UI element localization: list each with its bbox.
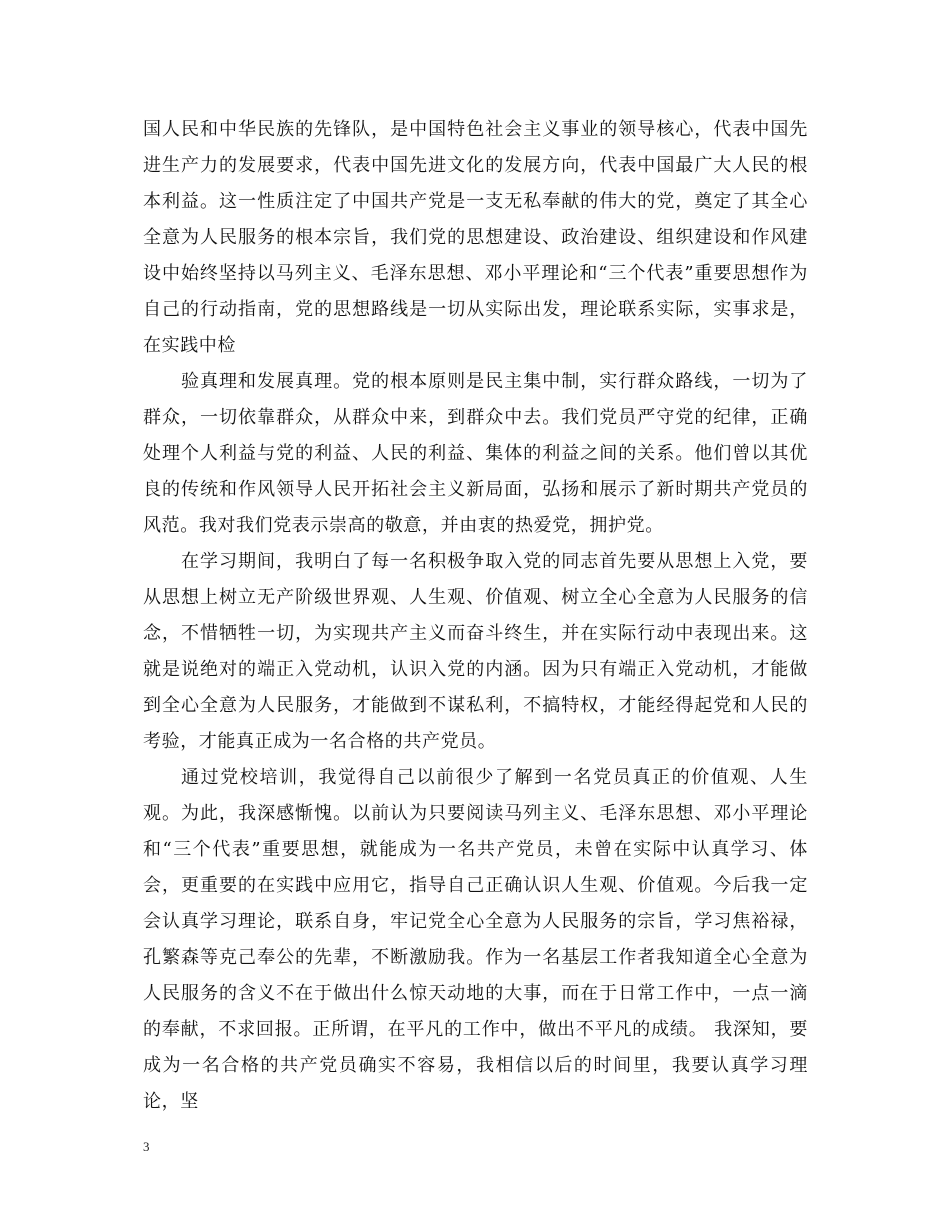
paragraph-3: 在学习期间，我明白了每一名积极争取入党的同志首先要从思想上入党，要从思想上树立无产阶级世界观、人生观、价值观、树立全心全意为人民服务的信念，不惜牺牲一切，为实现共产主义而奋斗终生，并在实际行动中表现出来。这就是说绝对的端正入党动机，认识入党的内涵。因为只有端正入党动机，才能做到全心全意为人民服务，才能做到不谋私利，不搞特权，才能经得起党和人民的考验，才能真正成为一名合格的共产党员。 xyxy=(143,551,808,752)
paragraph-1: 国人民和中华民族的先锋队，是中国特色社会主义事业的领导核心，代表中国先进生产力的发展要求，代表中国先进文化的发展方向，代表中国最广大人民的根本利益。这一性质注定了中国共产党是一支无私奉献的伟大的党，奠定了其全心全意为人民服务的根本宗旨，我们党的思想建设、政治建设、组织建设和作风建设中始终坚持以马列主义、毛泽东思想、邓小平理论和“三个代表”重要思想作为自己的行动指南，党的思想路线是一切从实际出发，理论联系实际，实事求是，在实践中检 xyxy=(143,119,808,356)
page-number: 3 xyxy=(143,1139,150,1154)
paragraph-2: 验真理和发展真理。党的根本原则是民主集中制，实行群众路线，一切为了群众，一切依靠群众，从群众中来，到群众中去。我们党员严守党的纪律，正确处理个人利益与党的利益、人民的利益、集体的利益之间的关系。他们曾以其优良的传统和作风领导人民开拓社会主义新局面，弘扬和展示了新时期共产党员的风范。我对我们党表示崇高的敬意，并由衷的热爱党，拥护党。 xyxy=(143,371,808,536)
paragraph-4: 通过党校培训，我觉得自己以前很少了解到一名党员真正的价值观、人生观。为此，我深感惭愧。以前认为只要阅读马列主义、毛泽东思想、邓小平理论和“三个代表”重要思想，就能成为一名共产党员，未曾在实际中认真学习、体会，更重要的在实践中应用它，指导自己正确认识人生观、价值观。今后我一定会认真学习理论，联系自身，牢记党全心全意为人民服务的宗旨，学习焦裕禄，孔繁森等克己奉公的先辈，不断激励我。作为一名基层工作者我知道全心全意为人民服务的含义不在于做出什么惊天动地的大事，而在于日常工作中，一点一滴的奉献，不求回报。正所谓，在平凡的工作中，做出不平凡的成绩。 我深知，要成为一名合格的共产党员确实不容易，我相信以后的时间里，我要认真学习理论，坚 xyxy=(143,767,808,1112)
document-body xyxy=(143,112,808,1120)
